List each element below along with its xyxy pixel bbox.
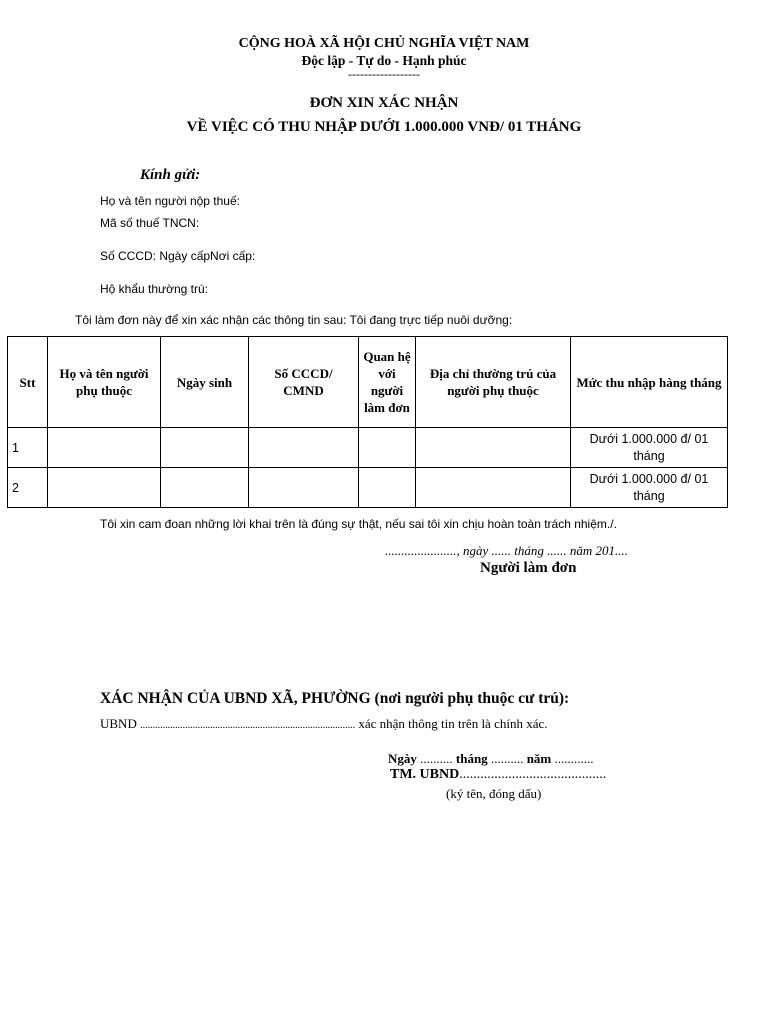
commitment-text: Tôi xin cam đoan những lời khai trên là đúng sự thật, nếu sai tôi xin chịu hoàn toàn trách nhiệm./. bbox=[100, 517, 617, 531]
cell-relation[interactable] bbox=[359, 428, 416, 468]
cell-income: Dưới 1.000.000 đ/ 01 tháng bbox=[571, 428, 728, 468]
date-line: ......................, ngày ...... tháng ...... năm 201.... bbox=[385, 543, 629, 558]
day-label: Ngày bbox=[388, 751, 417, 766]
col-header-relation: Quan hệ với người làm đơn bbox=[359, 337, 416, 428]
year-label: năm bbox=[526, 751, 552, 766]
cell-address[interactable] bbox=[416, 468, 571, 508]
month-blank[interactable]: .......... bbox=[490, 751, 524, 766]
salutation: Kính gửi: bbox=[140, 167, 201, 183]
cell-relation[interactable] bbox=[359, 468, 416, 508]
document-subtitle: VỀ VIỆC CÓ THU NHẬP DƯỚI 1.000.000 VNĐ/ 01 THÁNG bbox=[186, 119, 582, 135]
table-row bbox=[8, 428, 728, 468]
national-motto: Độc lập - Tự do - Hạnh phúc bbox=[301, 53, 467, 68]
month-label: tháng bbox=[455, 751, 488, 766]
tm-ubnd-line bbox=[390, 767, 606, 783]
year-blank[interactable]: ............ bbox=[554, 751, 594, 766]
tm-ubnd-blank[interactable]: .......................................... bbox=[459, 767, 607, 782]
col-header-birthdate: Ngày sinh bbox=[161, 337, 249, 428]
cell-id[interactable] bbox=[249, 468, 359, 508]
country-name: CỘNG HOÀ XÃ HỘI CHỦ NGHĨA VIỆT NAM bbox=[238, 36, 530, 51]
ubnd-label: UBND bbox=[100, 716, 137, 731]
signer-label: Người làm đơn bbox=[480, 560, 577, 576]
intro-text: Tôi làm đơn này để xin xác nhận các thông tin sau: Tôi đang trực tiếp nuôi dưỡng: bbox=[75, 313, 513, 327]
cell-address[interactable] bbox=[416, 428, 571, 468]
table-header-row bbox=[8, 337, 728, 428]
ubnd-confirmation-line bbox=[100, 716, 548, 732]
cell-birthdate[interactable] bbox=[161, 428, 249, 468]
col-header-income: Mức thu nhập hàng tháng bbox=[571, 337, 728, 428]
cell-birthdate[interactable] bbox=[161, 468, 249, 508]
id-info-field[interactable]: Số CCCD: Ngày cấpNơi cấp: bbox=[100, 249, 256, 263]
cell-income: Dưới 1.000.000 đ/ 01 tháng bbox=[571, 468, 728, 508]
cell-stt: 1 bbox=[8, 428, 48, 468]
cell-stt: 2 bbox=[8, 468, 48, 508]
taxpayer-name-field[interactable]: Họ và tên người nộp thuế: bbox=[100, 194, 240, 208]
day-blank[interactable]: .......... bbox=[420, 751, 453, 766]
document-title: ĐƠN XIN XÁC NHẬN bbox=[309, 95, 459, 111]
cell-name[interactable] bbox=[48, 468, 161, 508]
confirmation-title: XÁC NHẬN CỦA UBND XÃ, PHƯỜNG (nơi người phụ thuộc cư trú): bbox=[100, 690, 570, 707]
col-header-stt: Stt bbox=[8, 337, 48, 428]
cell-id[interactable] bbox=[249, 428, 359, 468]
cell-name[interactable] bbox=[48, 428, 161, 468]
col-header-name: Họ và tên người phụ thuộc bbox=[48, 337, 161, 428]
ubnd-name-blank[interactable]: ...................................................................................... bbox=[140, 720, 356, 731]
tm-ubnd-label: TM. UBND bbox=[390, 767, 460, 782]
ubnd-confirm-text: xác nhận thông tin trên là chính xác. bbox=[358, 716, 548, 731]
table-row bbox=[8, 468, 728, 508]
residence-field[interactable]: Hộ khẩu thường trú: bbox=[100, 282, 208, 296]
tax-code-field[interactable]: Mã số thuế TNCN: bbox=[100, 216, 200, 230]
header-separator: ------------------ bbox=[348, 67, 420, 81]
col-header-id: Số CCCD/ CMND bbox=[249, 337, 359, 428]
confirmation-date-line bbox=[388, 751, 594, 767]
sign-stamp-note: (ký tên, đóng dấu) bbox=[446, 786, 542, 801]
col-header-address: Địa chỉ thường trú của người phụ thuộc bbox=[416, 337, 571, 428]
dependents-table bbox=[7, 336, 728, 508]
